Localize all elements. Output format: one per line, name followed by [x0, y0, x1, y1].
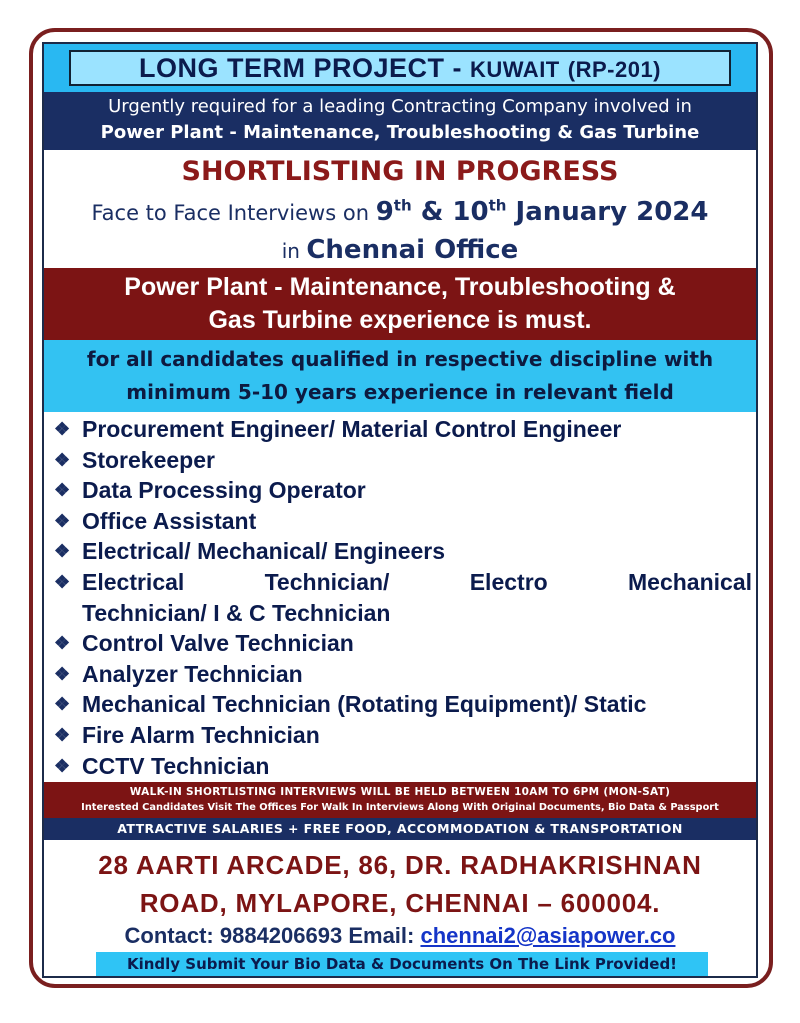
bullet-icon: ❖	[54, 510, 71, 531]
contact-line: Contact: 9884206693 Email: chennai2@asiapower.co	[124, 923, 676, 948]
address-line-1: 28 AARTI ARCADE, 86, DR. RADHAKRISHNAN	[98, 850, 702, 880]
bullet-icon: ❖	[54, 724, 71, 745]
bullet-icon: ❖	[54, 755, 71, 776]
qualification-line-1: for all candidates qualified in respective discipline with	[86, 347, 714, 371]
list-item: ❖ Analyzer Technician	[52, 659, 752, 690]
requirement-line-1: Power Plant - Maintenance, Troubleshooting &	[124, 273, 676, 301]
list-item: ❖ Control Valve Technician	[52, 628, 752, 659]
status-heading: SHORTLISTING IN PROGRESS	[181, 156, 619, 187]
phone-number: 9884206693	[219, 923, 343, 948]
list-item: ❖ Fire Alarm Technician	[52, 720, 752, 751]
bullet-icon: ❖	[54, 541, 71, 562]
interview-dates: Face to Face Interviews on 9th & 10th January 2024	[91, 196, 709, 227]
interview-location: in Chennai Office	[281, 235, 519, 265]
requirement-line-2: Gas Turbine experience is must.	[208, 306, 592, 334]
list-item: ❖ Storekeeper	[52, 445, 752, 476]
intro-line-2: Power Plant - Maintenance, Troubleshooting & Gas Turbine	[100, 122, 700, 143]
submit-note: Kindly Submit Your Bio Data & Documents On The Link Provided!	[96, 952, 708, 976]
bullet-icon: ❖	[54, 571, 71, 592]
bullet-icon: ❖	[54, 449, 71, 470]
list-item: ❖ Electrical/ Mechanical/ Engineers	[52, 536, 752, 567]
positions-list	[52, 414, 752, 781]
intro-band	[44, 92, 756, 150]
email-link[interactable]: chennai2@asiapower.co	[420, 923, 676, 948]
qualification-band	[44, 340, 756, 412]
address-line-2: ROAD, MYLAPORE, CHENNAI – 600004.	[139, 888, 661, 918]
qualification-line-2: minimum 5-10 years experience in relevant field	[126, 380, 674, 404]
bullet-icon: ❖	[54, 633, 71, 654]
walkin-band	[44, 782, 756, 818]
list-item: ❖ Data Processing Operator	[52, 475, 752, 506]
list-item: ❖ Procurement Engineer/ Material Control Engineer	[52, 414, 752, 445]
bullet-icon: ❖	[54, 663, 71, 684]
list-item-justified-line: Electrical Technician/ Electro Mechanical	[82, 568, 752, 595]
list-item: ❖ CCTV Technician	[52, 751, 752, 782]
list-item: ❖ Office Assistant	[52, 506, 752, 537]
walkin-line-1: WALK-IN SHORTLISTING INTERVIEWS WILL BE HELD BETWEEN 10AM TO 6PM (MON-SAT)	[129, 786, 671, 798]
intro-line-1: Urgently required for a leading Contracting Company involved in	[108, 96, 692, 117]
page-title: LONG TERM PROJECT - KUWAIT (RP-201)	[69, 50, 731, 86]
bullet-icon: ❖	[54, 694, 71, 715]
list-item: ❖ Mechanical Technician (Rotating Equipment)/ Static	[52, 689, 752, 720]
benefits-band: ATTRACTIVE SALARIES + FREE FOOD, ACCOMMODATION & TRANSPORTATION	[44, 818, 756, 840]
list-item: ❖ Electrical Technician/ Electro Mechanical Technician/ I & C Technician	[54, 568, 752, 626]
walkin-line-2: Interested Candidates Visit The Offices For Walk In Interviews Along With Original Documents, Bio Data & Passport	[81, 802, 719, 813]
header-banner	[44, 44, 756, 92]
address-block	[44, 842, 756, 930]
bullet-icon: ❖	[54, 419, 71, 439]
requirement-band	[44, 268, 756, 340]
bullet-icon: ❖	[54, 480, 71, 501]
